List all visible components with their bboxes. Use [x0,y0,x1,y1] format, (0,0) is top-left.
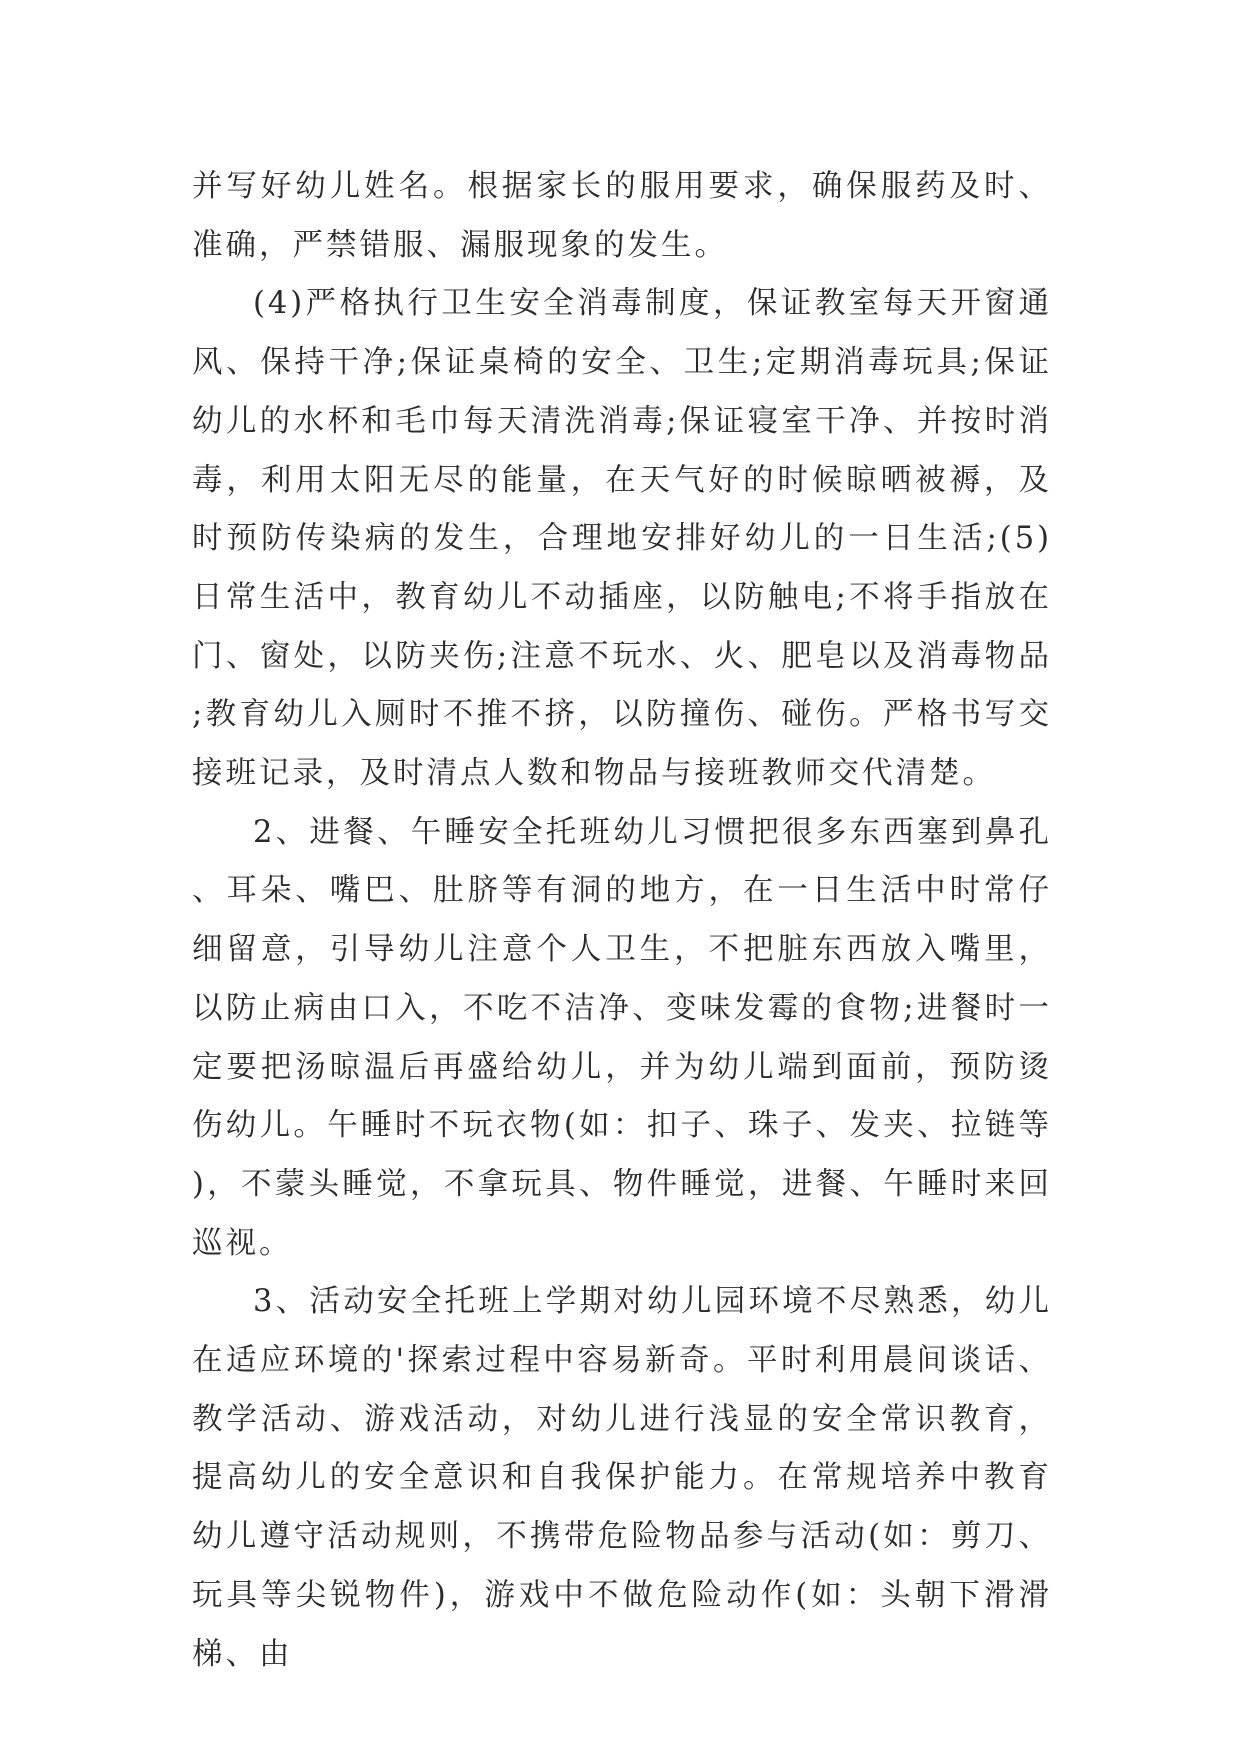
paragraph-hygiene-disinfection: (4)严格执行卫生安全消毒制度，保证教室每天开窗通风、保持干净;保证桌椅的安全、卫生;定期消毒玩具;保证幼儿的水杯和毛巾每天清洗消毒;保证寝室干净、并按时消毒，利用太阳无尽的能量，在天气好的时候晾晒被褥，及时预防传染病的发生，合理地安排好幼儿的一日生活;(5)日常生活中，教育幼儿不动插座，以防触电;不将手指放在门、窗处，以防夹伤;注意不玩水、火、肥皂以及消毒物品;教育幼儿入厕时不推不挤，以防撞伤、碰伤。严格书写交接班记录，及时清点人数和物品与接班教师交代清楚。 [192,286,1052,792]
paragraph-activity-safety: 3、活动安全托班上学期对幼儿园环境不尽熟悉，幼儿在适应环境的'探索过程中容易新奇。平时利用晨间谈话、教学活动、游戏活动，对幼儿进行浅显的安全常识教育，提高幼儿的安全意识和自我保护能力。在常规培养中教育幼儿遵守活动规则，不携带危险物品参与活动(如：剪刀、玩具等尖锐物件)，游戏中不做危险动作(如：头朝下滑滑梯、由 [192,1284,1052,1672]
paragraph-medication-continued: 并写好幼儿姓名。根据家长的服用要求，确保服药及时、准确，严禁错服、漏服现象的发生。 [192,169,1052,263]
paragraph-meal-nap-safety: 2、进餐、午睡安全托班幼儿习惯把很多东西塞到鼻孔、耳朵、嘴巴、肚脐等有洞的地方，在一日生活中时常仔细留意，引导幼儿注意个人卫生，不把脏东西放入嘴里，以防止病由口入，不吃不洁净、变味发霉的食物;进餐时一定要把汤晾温后再盛给幼儿，并为幼儿端到面前，预防烫伤幼儿。午睡时不玩衣物(如：扣子、珠子、发夹、拉链等)，不蒙头睡觉，不拿玩具、物件睡觉，进餐、午睡时来回巡视。 [192,814,1052,1261]
document-body [192,158,1052,1684]
